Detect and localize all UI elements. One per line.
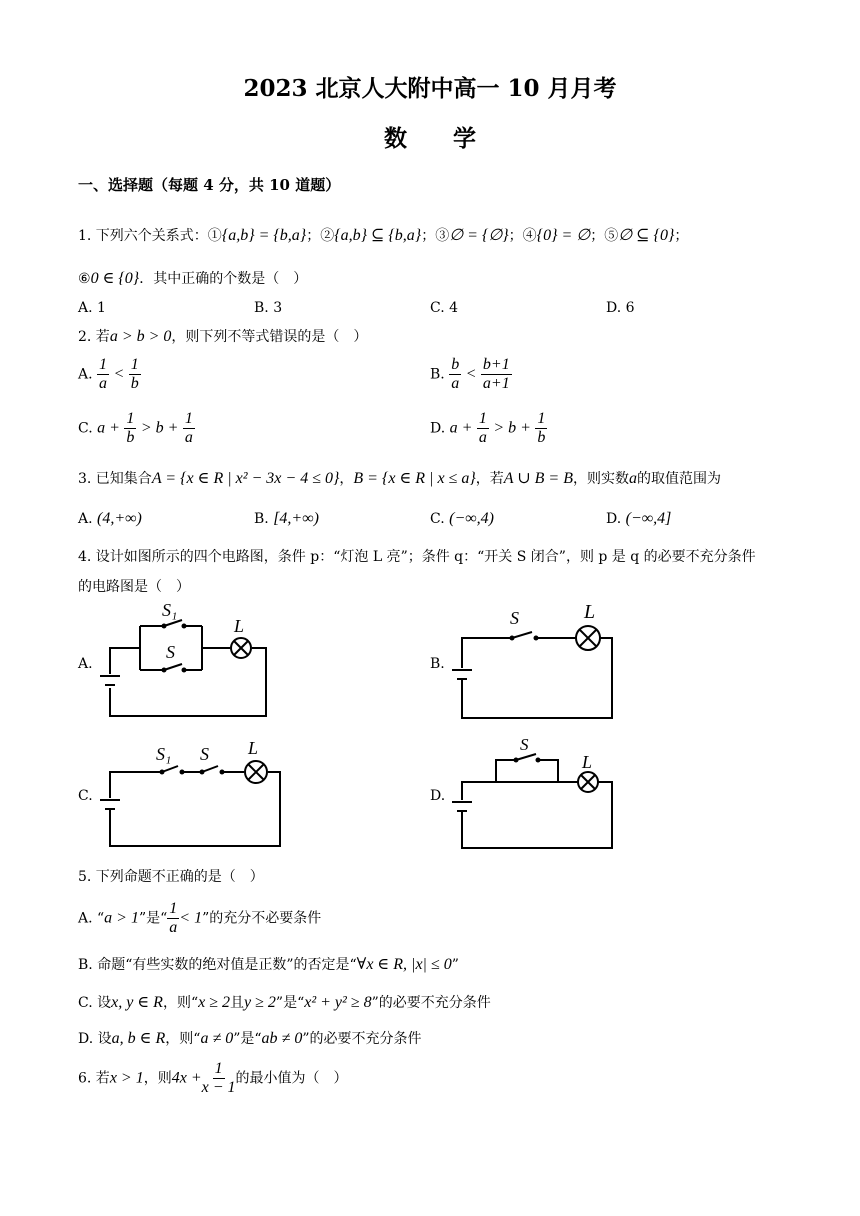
question-1-line-2: ⑥0 ∈ {0}．其中正确的个数是（ ） bbox=[78, 270, 308, 287]
q4-label-a: A. bbox=[78, 656, 93, 672]
q2-option-b: B. $\frac{b}{a}$ < $\frac{b+1}{a+1}$ bbox=[430, 356, 510, 392]
q2-option-a: A. $\frac{1}{a}$ < $\frac{1}{b}$ bbox=[78, 356, 139, 392]
q3-option-d: D. (−∞,4] bbox=[606, 510, 672, 527]
q2-option-c: C. a + $\frac{1}{b}$ > b + $\frac{1}{a}$ bbox=[78, 410, 193, 446]
question-2: 2. 若a > b > 0，则下列不等式错误的是（ ） bbox=[78, 328, 368, 345]
q5-option-d: D. 设a, b ∈ R，则“a ≠ 0”是“ab ≠ 0”的必要不充分条件 bbox=[78, 1030, 422, 1047]
q1-option-c: C. 4 bbox=[430, 300, 459, 316]
lamp-l-label: L bbox=[248, 738, 259, 758]
q1-option-d: D. 6 bbox=[606, 300, 635, 316]
page-title: 2023 北京人大附中高一 10 月月考 bbox=[243, 75, 617, 102]
question-3: 3. 已知集合A = {x ∈ R | x² − 3x − 4 ≤ 0}，B = {x ∈ R | x ≤ a}，若A ∪ B = B，则实数a的取值范围为 bbox=[78, 470, 721, 487]
q1-option-a: A. 1 bbox=[78, 300, 106, 316]
question-6: 6. 若x > 1，则4x + $\frac{1}{x - 1}$ 的最小值为（ ） bbox=[78, 1060, 348, 1096]
circuit-diagram-d bbox=[448, 734, 618, 854]
q4-label-c: C. bbox=[78, 788, 93, 804]
circuit-diagram-b bbox=[448, 600, 618, 724]
switch-s-label: S bbox=[166, 642, 175, 662]
switch-s-label: S bbox=[510, 608, 519, 628]
q1-option-b: B. 3 bbox=[254, 300, 283, 316]
lamp-l-label: L bbox=[234, 616, 245, 636]
q5-option-a: A. “a > 1”是“ $\frac{1}{a}$ < 1”的充分不必要条件 bbox=[78, 900, 322, 936]
q3-option-c: C. (−∞,4) bbox=[430, 510, 494, 527]
question-4-line-2: 的电路图是（ ） bbox=[78, 579, 190, 595]
q4-label-d: D. bbox=[430, 788, 446, 804]
q3-option-a: A. (4,+∞) bbox=[78, 510, 142, 527]
question-4-line-1: 4. 设计如图所示的四个电路图，条件 p：“灯泡 L 亮”；条件 q：“开关 S 闭合”，则 p 是 q 的必要不充分条件 bbox=[78, 549, 756, 565]
section-heading: 一、选择题（每题 4 分，共 10 道题） bbox=[78, 176, 341, 194]
switch-s1-label: S₁ bbox=[162, 600, 178, 620]
q3-option-b: B. [4,+∞) bbox=[254, 510, 319, 527]
q5-option-c: C. 设x, y ∈ R，则“x ≥ 2且y ≥ 2”是“x² + y² ≥ 8”的必要不充分条件 bbox=[78, 994, 491, 1011]
circuit-diagram-c bbox=[96, 738, 286, 852]
q5-option-b: B. 命题“有些实数的绝对值是正数”的否定是“∀x ∈ R, |x| ≤ 0” bbox=[78, 956, 459, 973]
switch-s1-label: S₁ bbox=[156, 744, 172, 764]
q2-option-d: D. a + $\frac{1}{a}$ > b + $\frac{1}{b}$ bbox=[430, 410, 546, 446]
switch-s-label: S bbox=[520, 735, 529, 754]
circuit-diagram-a bbox=[96, 598, 276, 722]
question-5: 5. 下列命题不正确的是（ ） bbox=[78, 869, 264, 885]
q4-label-b: B. bbox=[430, 656, 445, 672]
subject-title: 数 学 bbox=[384, 125, 476, 152]
switch-s-label: S bbox=[200, 744, 209, 764]
lamp-l-label: L bbox=[584, 601, 596, 623]
lamp-l-label: L bbox=[582, 752, 593, 772]
question-1-line-1: 1. 下列六个关系式：①{a,b} = {b,a}；②{a,b} ⊆ {b,a}；③∅ = {∅}；④{0} = ∅；⑤∅ ⊆ {0}； bbox=[78, 227, 689, 244]
